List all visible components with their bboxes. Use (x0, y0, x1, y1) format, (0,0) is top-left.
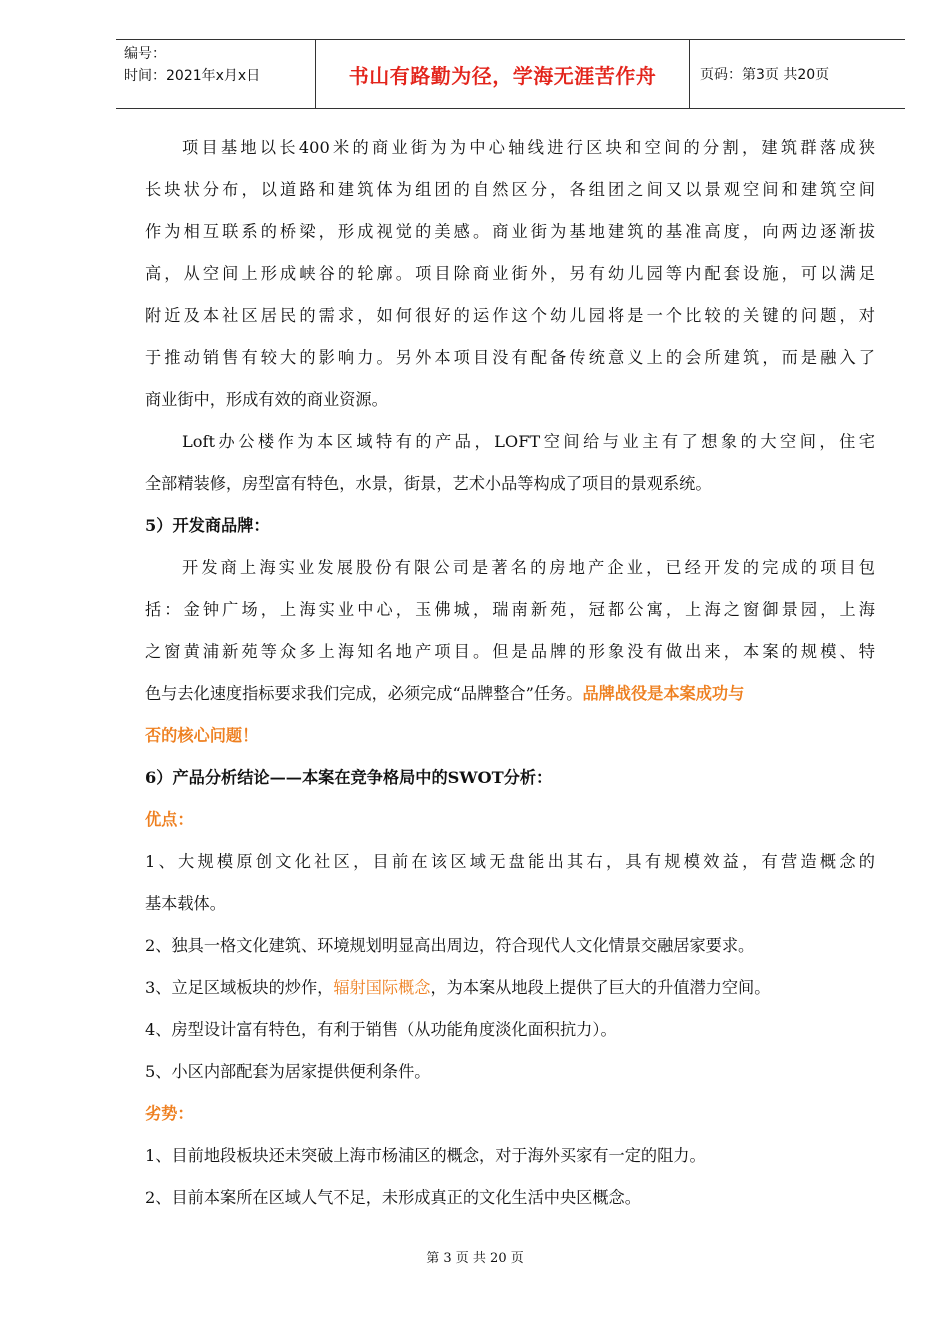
highlight-core-issue: 否的核心问题！ (145, 726, 259, 745)
highlight-international: 辐射国际概念 (333, 978, 431, 997)
para3-line (145, 673, 875, 715)
para1-line: 附近及本社区居民的需求，如何很好的运作这个幼儿园将是一个比较的关键的问题，对 (145, 306, 875, 325)
para1-line: 商业街中，形成有效的商业资源。 (145, 390, 388, 409)
heading-swot: 6）产品分析结论——本案在竞争格局中的SWOT分析： (145, 768, 553, 787)
strength-text: ，为本案从地段上提供了巨大的升值潜力空间。 (430, 978, 771, 997)
strengths-label: 优点： (145, 810, 194, 829)
para2-line: Loft办公楼作为本区域特有的产品，LOFT空间给与业主有了想象的大空间，住宅 (182, 432, 875, 451)
para1-line: 于推动销售有较大的影响力。另外本项目没有配备传统意义上的会所建筑，而是融入了 (145, 348, 875, 367)
weakness-item: 2、目前本案所在区域人气不足，未形成真正的文化生活中央区概念。 (145, 1188, 641, 1207)
strength-item: 5、小区内部配套为居家提供便利条件。 (145, 1062, 431, 1081)
strength-item: 基本载体。 (145, 894, 226, 913)
doc-time-label: 时间：2021年x月x日 (124, 68, 261, 84)
strength-item: 1、大规模原创文化社区，目前在该区域无盘能出其右，具有规模效益，有营造概念的 (145, 852, 875, 871)
para3-line: 开发商上海实业发展股份有限公司是著名的房地产企业，已经开发的完成的项目包 (182, 558, 875, 577)
para3-line: 之窗黄浦新苑等众多上海知名地产项目。但是品牌的形象没有做出来，本案的规模、特 (145, 642, 875, 661)
strength-item: 4、房型设计富有特色，有利于销售（从功能角度淡化面积抗力）。 (145, 1020, 617, 1039)
strength-item: 2、独具一格文化建筑、环境规划明显高出周边，符合现代人文化情景交融居家要求。 (145, 936, 755, 955)
heading-developer-brand: 5）开发商品牌： (145, 516, 270, 535)
para1-line: 高，从空间上形成峡谷的轮廓。项目除商业街外，另有幼儿园等内配套设施，可以满足 (145, 264, 875, 283)
para3-text: 色与去化速度指标要求我们完成，必须完成“品牌整合”任务。 (145, 684, 583, 703)
highlight-brand-battle: 品牌战役是本案成功与 (582, 684, 745, 703)
doc-number-label: 编号： (124, 46, 166, 62)
para1-line: 项目基地以长400米的商业街为为中心轴线进行区块和空间的分割，建筑群落成狭 (182, 138, 875, 157)
document-body (145, 127, 875, 1219)
para1-line: 作为相互联系的桥梁，形成视觉的美感。商业街为基地建筑的基准高度，向两边逐渐拔 (145, 222, 875, 241)
header-meta (116, 40, 316, 108)
strength-item (145, 967, 875, 1009)
para3-line: 括：金钟广场，上海实业中心，玉佛城，瑞南新苑，冠都公寓，上海之窗御景园，上海 (145, 600, 875, 619)
header-motto: 书山有路勤为径，学海无涯苦作舟 (316, 40, 690, 108)
weaknesses-label: 劣势： (145, 1104, 194, 1123)
page-footer: 第 3 页 共 20 页 (426, 1251, 524, 1266)
para2-line: 全部精装修，房型富有特色，水景，街景，艺术小品等构成了项目的景观系统。 (145, 474, 712, 493)
page-header (116, 39, 905, 109)
strength-text: 3、立足区域板块的炒作， (145, 978, 334, 997)
weakness-item: 1、目前地段板块还未突破上海市杨浦区的概念，对于海外买家有一定的阻力。 (145, 1146, 706, 1165)
header-page-number: 页码：第3页 共20页 (700, 67, 830, 83)
para1-line: 长块状分布，以道路和建筑体为组团的自然区分，各组团之间又以景观空间和建筑空间 (145, 180, 875, 199)
